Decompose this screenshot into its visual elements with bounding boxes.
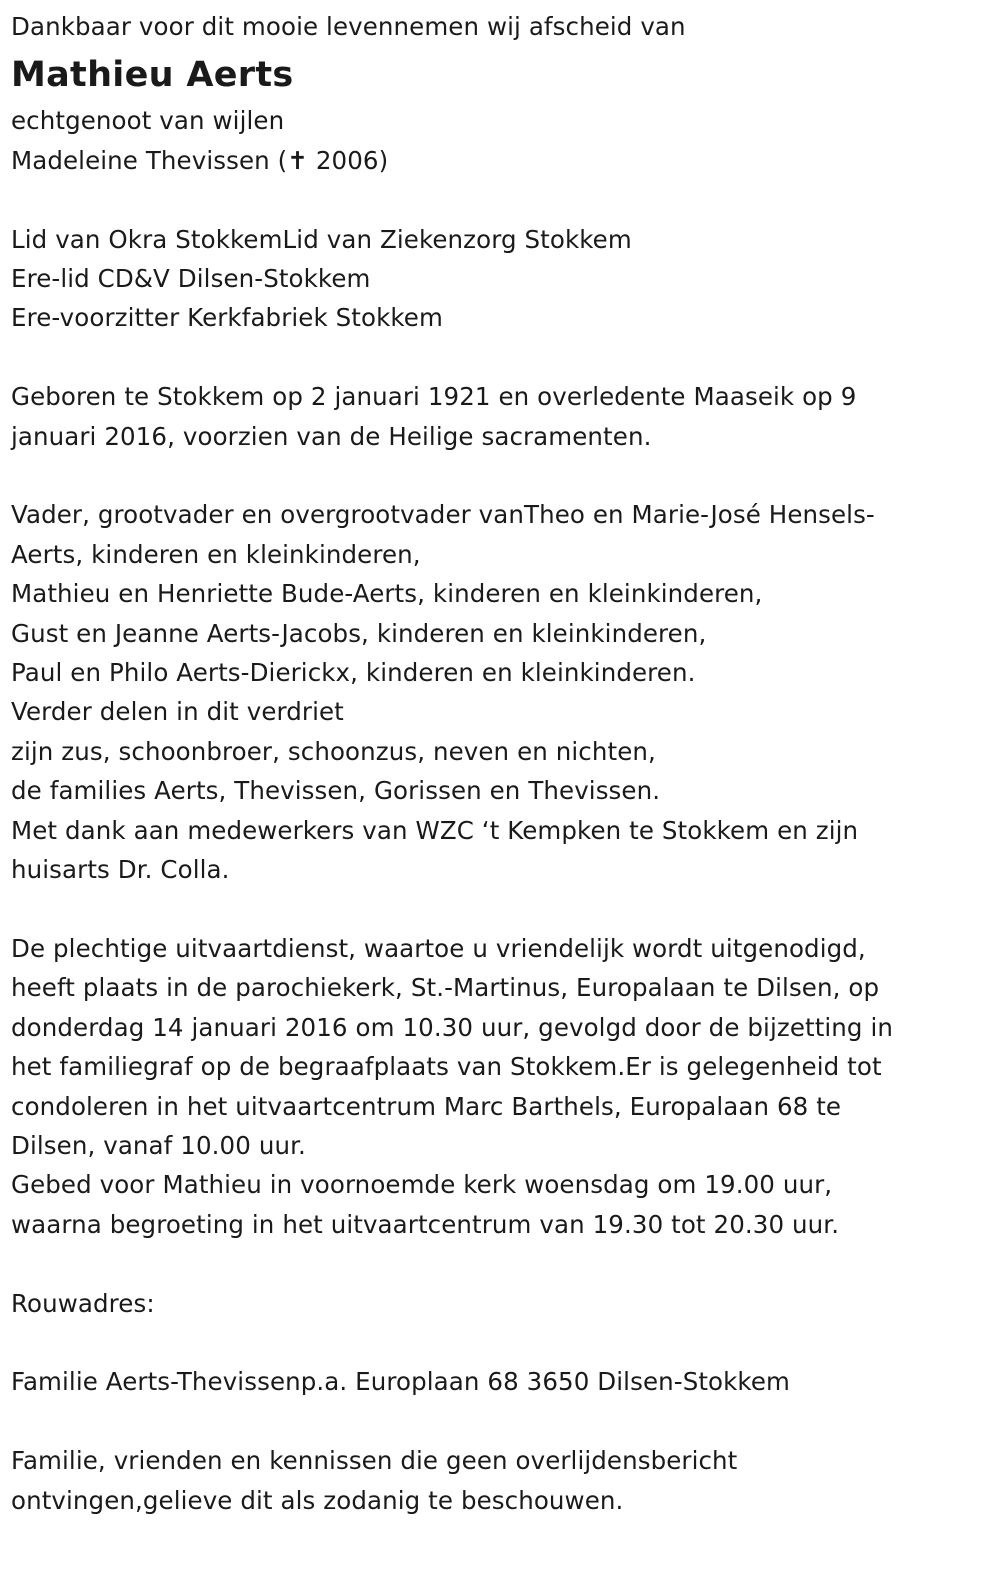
deceased-name: Mathieu Aerts xyxy=(11,55,294,96)
mourning-address: Familie Aerts-Thevissenp.a. Europlaan 68 3650 Dilsen-Stokkem xyxy=(11,1367,790,1397)
memberships-block xyxy=(11,220,990,338)
family-line: zijn zus, schoonbroer, schoonzus, neven en nichten, xyxy=(11,736,656,766)
spouse-line-1: echtgenoot van wijlen xyxy=(11,106,285,136)
ceremony-line: Dilsen, vanaf 10.00 uur. xyxy=(11,1130,306,1160)
ceremony-line: waarna begroeting in het uitvaartcentrum van 19.30 tot 20.30 uur. xyxy=(11,1209,840,1239)
spacer xyxy=(11,180,990,219)
ceremony-line: condoleren in het uitvaartcentrum Marc Barthels, Europalaan 68 te xyxy=(11,1091,842,1121)
spacer xyxy=(11,456,990,495)
closing-line: Familie, vrienden en kennissen die geen overlijdensbericht xyxy=(11,1446,738,1476)
closing-block xyxy=(11,1441,990,1520)
address-label: Rouwadres: xyxy=(11,1288,155,1318)
membership-line: Ere-lid CD&V Dilsen-Stokkem xyxy=(11,264,371,294)
spouse-line-2: Madeleine Thevissen (✝ 2006) xyxy=(11,145,389,175)
closing-line: ontvingen,gelieve dit als zodanig te beschouwen. xyxy=(11,1485,624,1515)
family-line: Aerts, kinderen en kleinkinderen, xyxy=(11,539,421,569)
birth-death-line: januari 2016, voorzien van de Heilige sacramenten. xyxy=(11,421,652,451)
birth-death-block xyxy=(11,377,990,456)
family-block xyxy=(11,495,990,889)
ceremony-line: het familiegraf op de begraafplaats van Stokkem.Er is gelegenheid tot xyxy=(11,1052,882,1082)
family-line: de families Aerts, Thevissen, Gorissen en Thevissen. xyxy=(11,776,661,806)
family-line: Paul en Philo Aerts-Dierickx, kinderen en kleinkinderen. xyxy=(11,658,696,688)
family-line: Met dank aan medewerkers van WZC ‘t Kempken te Stokkem en zijn xyxy=(11,815,859,845)
family-line: Gust en Jeanne Aerts-Jacobs, kinderen en kleinkinderen, xyxy=(11,618,707,648)
ceremony-line: heeft plaats in de parochiekerk, St.-Martinus, Europalaan te Dilsen, op xyxy=(11,973,880,1003)
spacer xyxy=(11,1244,990,1283)
spacer xyxy=(11,889,990,928)
membership-line: Lid van Okra StokkemLid van Ziekenzorg Stokkem xyxy=(11,224,632,254)
family-line: Mathieu en Henriette Bude-Aerts, kinderen en kleinkinderen, xyxy=(11,579,763,609)
birth-death-line: Geboren te Stokkem op 2 januari 1921 en overledente Maaseik op 9 xyxy=(11,382,857,412)
spacer xyxy=(11,1402,990,1441)
intro-text: Dankbaar voor dit mooie levennemen wij afscheid van xyxy=(11,12,686,41)
family-line: Vader, grootvader en overgrootvader vanTheo en Marie-José Hensels- xyxy=(11,500,875,530)
ceremony-block xyxy=(11,929,990,1244)
ceremony-line: donderdag 14 januari 2016 om 10.30 uur, gevolgd door de bijzetting in xyxy=(11,1012,894,1042)
spacer xyxy=(11,1323,990,1362)
spacer xyxy=(11,338,990,377)
family-line: huisarts Dr. Colla. xyxy=(11,855,230,885)
family-line: Verder delen in dit verdriet xyxy=(11,697,344,727)
ceremony-line: Gebed voor Mathieu in voornoemde kerk woensdag om 19.00 uur, xyxy=(11,1170,833,1200)
ceremony-line: De plechtige uitvaartdienst, waartoe u vriendelijk wordt uitgenodigd, xyxy=(11,933,866,963)
membership-line: Ere-voorzitter Kerkfabriek Stokkem xyxy=(11,303,443,333)
